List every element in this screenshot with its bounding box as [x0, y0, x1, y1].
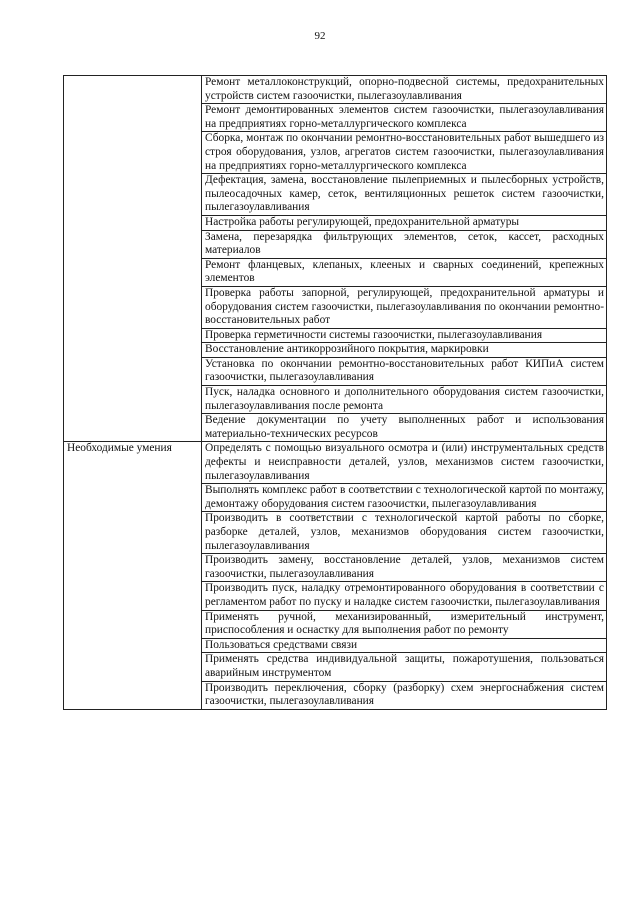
requirement-item: Выполнять комплекс работ в соответствии с технологической картой по монтажу, демонтажу оборудования систем газоочистки, пылегазоулавливания	[202, 484, 607, 512]
requirement-item: Сборка, монтаж по окончании ремонтно-восстановительных работ вышедшего из строя оборудования, узлов, агрегатов систем газоочистки, пылегазоулавливания на предприятиях горно-металлургического комплекса	[202, 132, 607, 174]
requirement-item: Ремонт демонтированных элементов систем газоочистки, пылегазоулавливания на предприятиях горно-металлургического комплекса	[202, 104, 607, 132]
requirement-item: Ремонт фланцевых, клепаных, клееных и сварных соединений, крепежных элементов	[202, 258, 607, 286]
requirements-table	[63, 75, 607, 710]
table-row	[64, 76, 607, 104]
requirement-item: Ведение документации по учету выполненных работ и использования материально-технических ресурсов	[202, 414, 607, 442]
requirement-item: Замена, перезарядка фильтрующих элементов, сеток, кассет, расходных материалов	[202, 230, 607, 258]
requirement-item: Установка по окончании ремонтно-восстановительных работ КИПиА систем газоочистки, пылегазоулавливания	[202, 357, 607, 385]
requirement-item: Восстановление антикоррозийного покрытия, маркировки	[202, 343, 607, 358]
requirement-item: Пользоваться средствами связи	[202, 638, 607, 653]
requirement-item: Проверка герметичности системы газоочистки, пылегазоулавливания	[202, 328, 607, 343]
requirement-item: Применять ручной, механизированный, измерительный инструмент, приспособления и оснастку для выполнения работ по ремонту	[202, 610, 607, 638]
section-label	[64, 76, 202, 442]
requirement-item: Производить замену, восстановление деталей, узлов, механизмов систем газоочистки, пылегазоулавливания	[202, 554, 607, 582]
requirement-item: Производить в соответствии с технологической картой работы по сборке, разборке деталей, узлов, механизмов оборудования систем газоочистки, пылегазоулавливания	[202, 512, 607, 554]
requirement-item: Ремонт металлоконструкций, опорно-подвесной системы, предохранительных устройств систем газоочистки, пылегазоулавливания	[202, 76, 607, 104]
section-label: Необходимые умения	[64, 442, 202, 709]
requirement-item: Производить переключения, сборку (разборку) схем энергоснабжения систем газоочистки, пылегазоулавливания	[202, 681, 607, 709]
requirement-item: Определять с помощью визуального осмотра и (или) инструментальных средств дефекты и неисправности деталей, узлов, механизмов систем газоочистки, пылегазоулавливания	[202, 442, 607, 484]
requirement-item: Пуск, наладка основного и дополнительного оборудования систем газоочистки, пылегазоулавливания после ремонта	[202, 386, 607, 414]
page-number: 92	[314, 30, 326, 42]
requirement-item: Настройка работы регулирующей, предохранительной арматуры	[202, 215, 607, 230]
table-body	[64, 76, 607, 710]
requirement-item: Применять средства индивидуальной защиты, пожаротушения, пользоваться аварийным инструментом	[202, 653, 607, 681]
requirement-item: Дефектация, замена, восстановление пылеприемных и пылесборных устройств, пылеосадочных камер, сеток, вентиляционных решеток систем газоочистки, пылегазоулавливания	[202, 174, 607, 216]
table-row	[64, 442, 607, 484]
requirement-item: Проверка работы запорной, регулирующей, предохранительной арматуры и оборудования систем газоочистки, пылегазоулавливания по окончании ремонтно-восстановительных работ	[202, 286, 607, 328]
requirement-item: Производить пуск, наладку отремонтированного оборудования в соответствии с регламентом работ по пуску и наладке систем газоочистки, пылегазоулавливания	[202, 582, 607, 610]
